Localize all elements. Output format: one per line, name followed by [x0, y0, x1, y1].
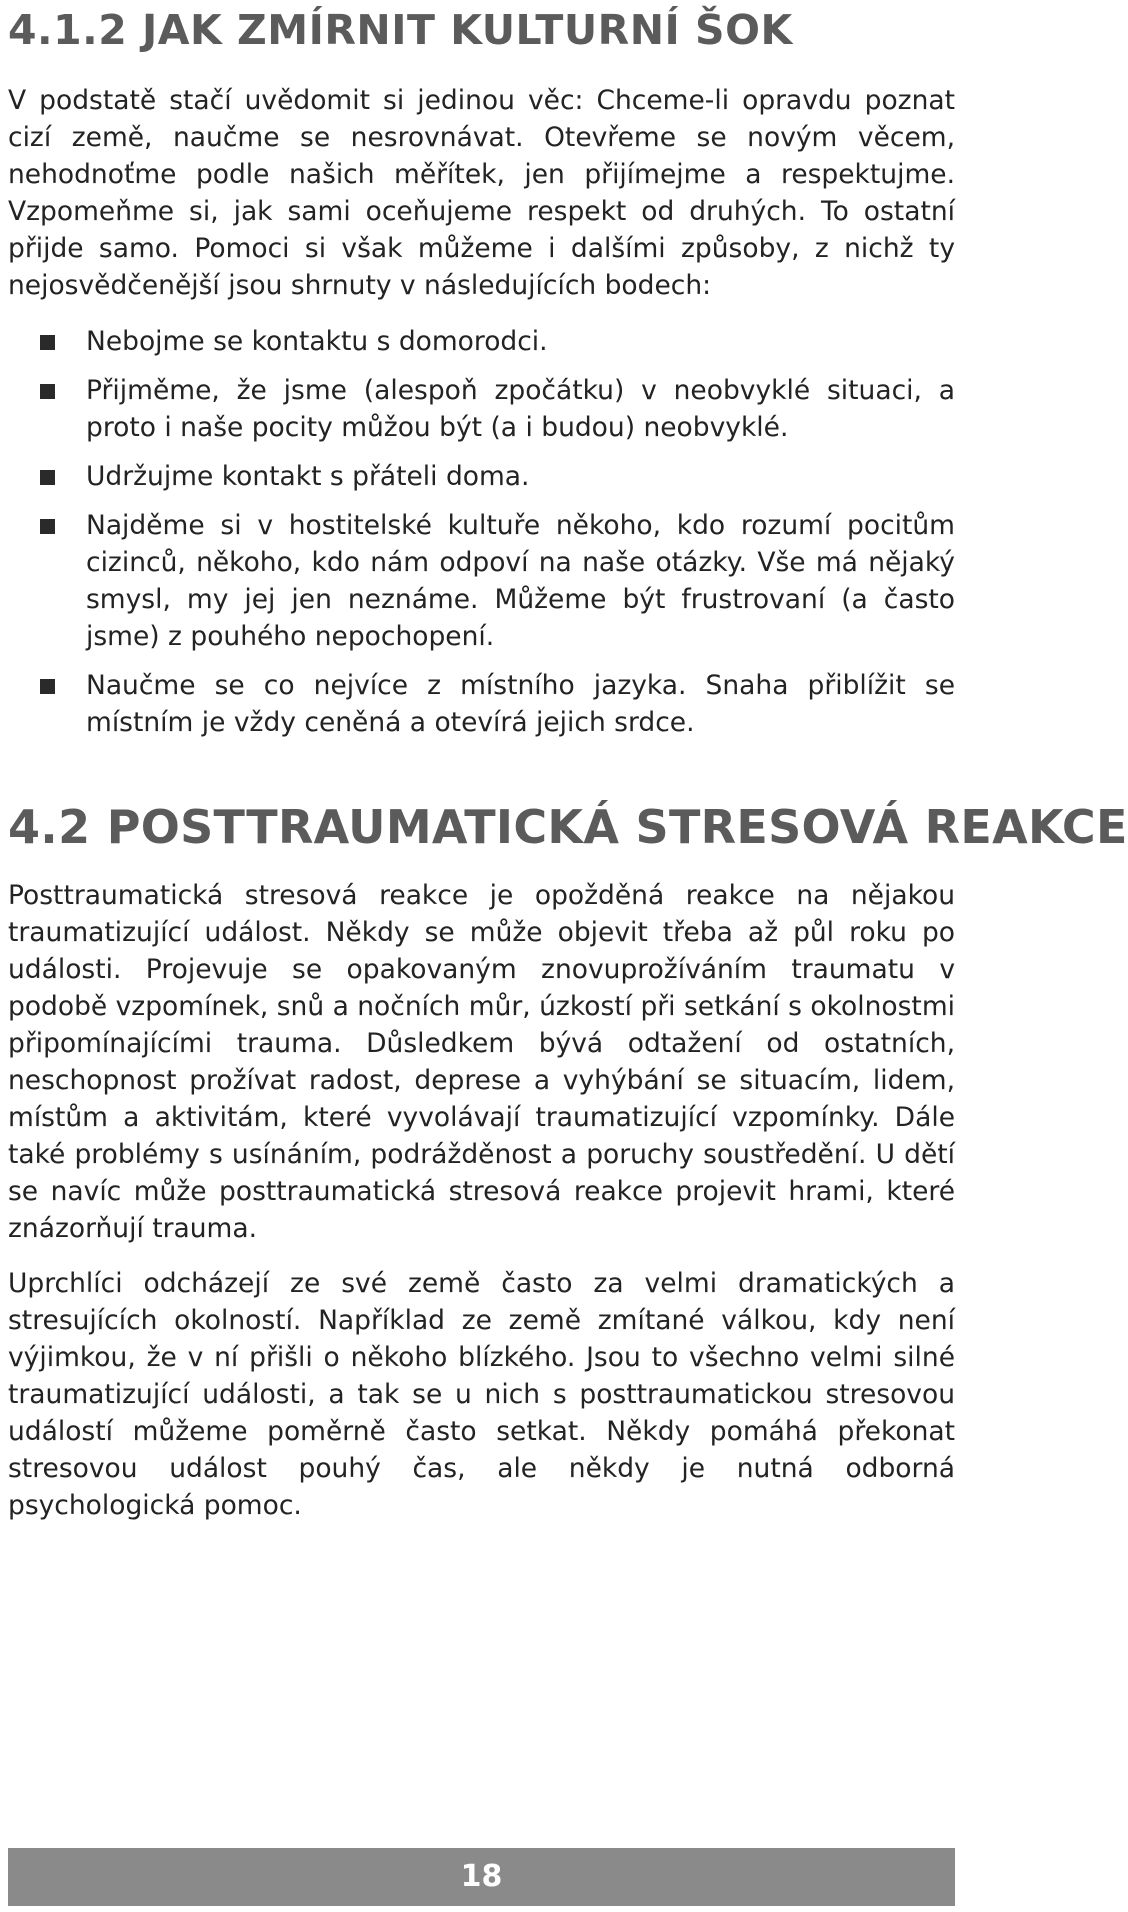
intro-paragraph: V podstatě stačí uvědomit si jedinou věc: Chceme-li opravdu poznat cizí země, naučme se nesrovnávat. Otevřeme se novým věcem, nehodnoťme podle našich měřítek, jen přijímejme a respektujme. Vzpomeňme si, jak sami oceňujeme respekt od druhých. To ostatní přijde samo. Pomoci si však můžeme i dalšími způsoby, z nichž ty nejosvědčenější jsou shrnuty v následujících bodech:: [8, 85, 955, 301]
footer-bar: [8, 1848, 955, 1906]
bullet-item: [8, 667, 955, 741]
body-paragraph: Uprchlíci odcházejí ze své země často za velmi dramatických a stresujících okolností. Například ze země zmítané válkou, kdy není výjimkou, že v ní přišli o někoho blízkého. Jsou to všechno velmi silné traumatizující události, a tak se u nich s posttraumatickou stresovou událostí můžeme poměrně často setkat. Někdy pomáhá překonat stresovou událost pouhý čas, ale někdy je nutná odborná psychologická pomoc.: [8, 1268, 955, 1521]
section-heading-4-1-2: 4.1.2 JAK ZMÍRNIT KULTURNÍ ŠOK: [8, 6, 793, 54]
bullet-text: Nebojme se kontaktu s domorodci.: [86, 326, 548, 357]
square-bullet-icon: [40, 384, 55, 399]
bullet-item: [8, 458, 955, 495]
section-heading-4-2: 4.2 POSTTRAUMATICKÁ STRESOVÁ REAKCE: [8, 800, 1128, 854]
body-paragraph: Posttraumatická stresová reakce je opožděná reakce na nějakou traumatizující událost. Někdy se může objevit třeba až půl roku po události. Projevuje se opakovaným znovuprožíváním traumatu v podobě vzpomínek, snů a nočních můr, úzkostí při setkání s okolnostmi připomínajícími trauma. Důsledkem bývá odtažení od ostatních, neschopnost prožívat radost, deprese a vyhýbání se situacím, lidem, místům a aktivitám, které vyvolávají traumatizující vzpomínky. Dále také problémy s usínáním, podrážděnost a poruchy soustředění. U dětí se navíc může posttraumatická stresová reakce projevit hrami, které znázorňují trauma.: [8, 880, 955, 1244]
page-number: 18: [460, 1859, 503, 1894]
bullet-text: Naučme se co nejvíce z místního jazyka. Snaha přiblížit se místním je vždy ceněná a otevírá jejich srdce.: [86, 670, 955, 738]
bullet-text: Najděme si v hostitelské kultuře někoho, kdo rozumí pocitům cizinců, někoho, kdo nám odpoví na naše otázky. Vše má nějaký smysl, my jej jen neznáme. Můžeme být frustrovaní (a často jsme) z pouhého nepochopení.: [86, 510, 955, 652]
square-bullet-icon: [40, 470, 55, 485]
square-bullet-icon: [40, 679, 55, 694]
square-bullet-icon: [40, 519, 55, 534]
bullet-item: [8, 372, 955, 446]
bullet-text: Přijměme, že jsme (alespoň zpočátku) v neobvyklé situaci, a proto i naše pocity můžou být (a i budou) neobvyklé.: [86, 375, 955, 443]
bullet-list: [8, 323, 955, 753]
bullet-item: [8, 507, 955, 655]
square-bullet-icon: [40, 335, 55, 350]
bullet-item: [8, 323, 955, 360]
bullet-text: Udržujme kontakt s přáteli doma.: [86, 461, 530, 492]
